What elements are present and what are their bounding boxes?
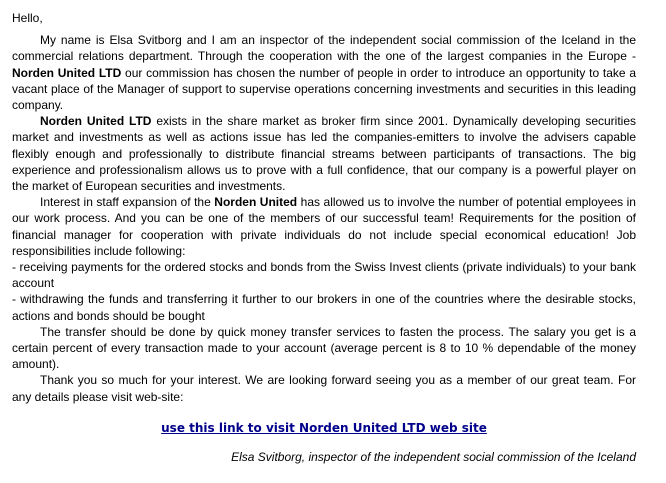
paragraph-staff-text-2: has allowed us to involve the number of potential employees in our work process. And you can be one of the members of our successful team! Requirements for the position of financial manager for cooperation with private individuals do not include special economical education! Job responsibilities include following: bbox=[12, 195, 636, 258]
paragraph-staff bbox=[12, 194, 636, 259]
letter-text bbox=[12, 32, 636, 405]
website-link[interactable]: use this link to visit Norden United LTD web site bbox=[161, 420, 487, 435]
email-body bbox=[12, 10, 636, 465]
paragraph-intro-text-1: My name is Elsa Svitborg and I am an inspector of the independent social commission of the Iceland in the commercial relations department. Through the cooperation with the one of the largest companies in the Europe - bbox=[12, 33, 636, 64]
paragraph-intro bbox=[12, 32, 636, 113]
link-container bbox=[12, 420, 636, 436]
company-name-short: Norden United bbox=[214, 195, 298, 210]
company-name: Norden United LTD bbox=[12, 65, 122, 80]
paragraph-company bbox=[12, 113, 636, 194]
company-name: Norden United LTD bbox=[40, 114, 152, 129]
paragraph-thanks: Thank you so much for your interest. We are looking forward seeing you as a member of our great team. For any details please visit web-site: bbox=[12, 373, 636, 404]
greeting: Hello, bbox=[12, 11, 43, 25]
paragraph-company-text: exists in the share market as broker firm since 2001. Dynamically developing securities market and investments as well as actions issue has led the companies-emitters to involve the advisers capable flexibly enough and professionally to distribute financial streams between participants of transactions. The big experience and professionalism allows us to prove with a full confidence, that our company is a powerful player on the market of European securities and investments. bbox=[12, 114, 636, 194]
paragraph-staff-text-1: Interest in staff expansion of the bbox=[40, 195, 215, 210]
signature: Elsa Svitborg, inspector of the independent social commission of the Iceland bbox=[231, 449, 636, 464]
responsibility-item: - receiving payments for the ordered stocks and bonds from the Swiss Invest clients (private individuals) to your bank account bbox=[12, 260, 636, 291]
responsibility-item: - withdrawing the funds and transferring it further to our brokers in one of the countries where the desirable stocks, actions and bonds should be bought bbox=[12, 292, 636, 323]
paragraph-transfer: The transfer should be done by quick money transfer services to fasten the process. The salary you get is a certain percent of every transaction made to your account (average percent is 8 to 10 % dependable of the money amount). bbox=[12, 324, 636, 372]
paragraph-intro-text-2: our commission has chosen the number of people in order to introduce an opportunity to take a vacant place of the Manager of support to supervise operations concerning investments and securities in this leading company. bbox=[12, 65, 637, 113]
